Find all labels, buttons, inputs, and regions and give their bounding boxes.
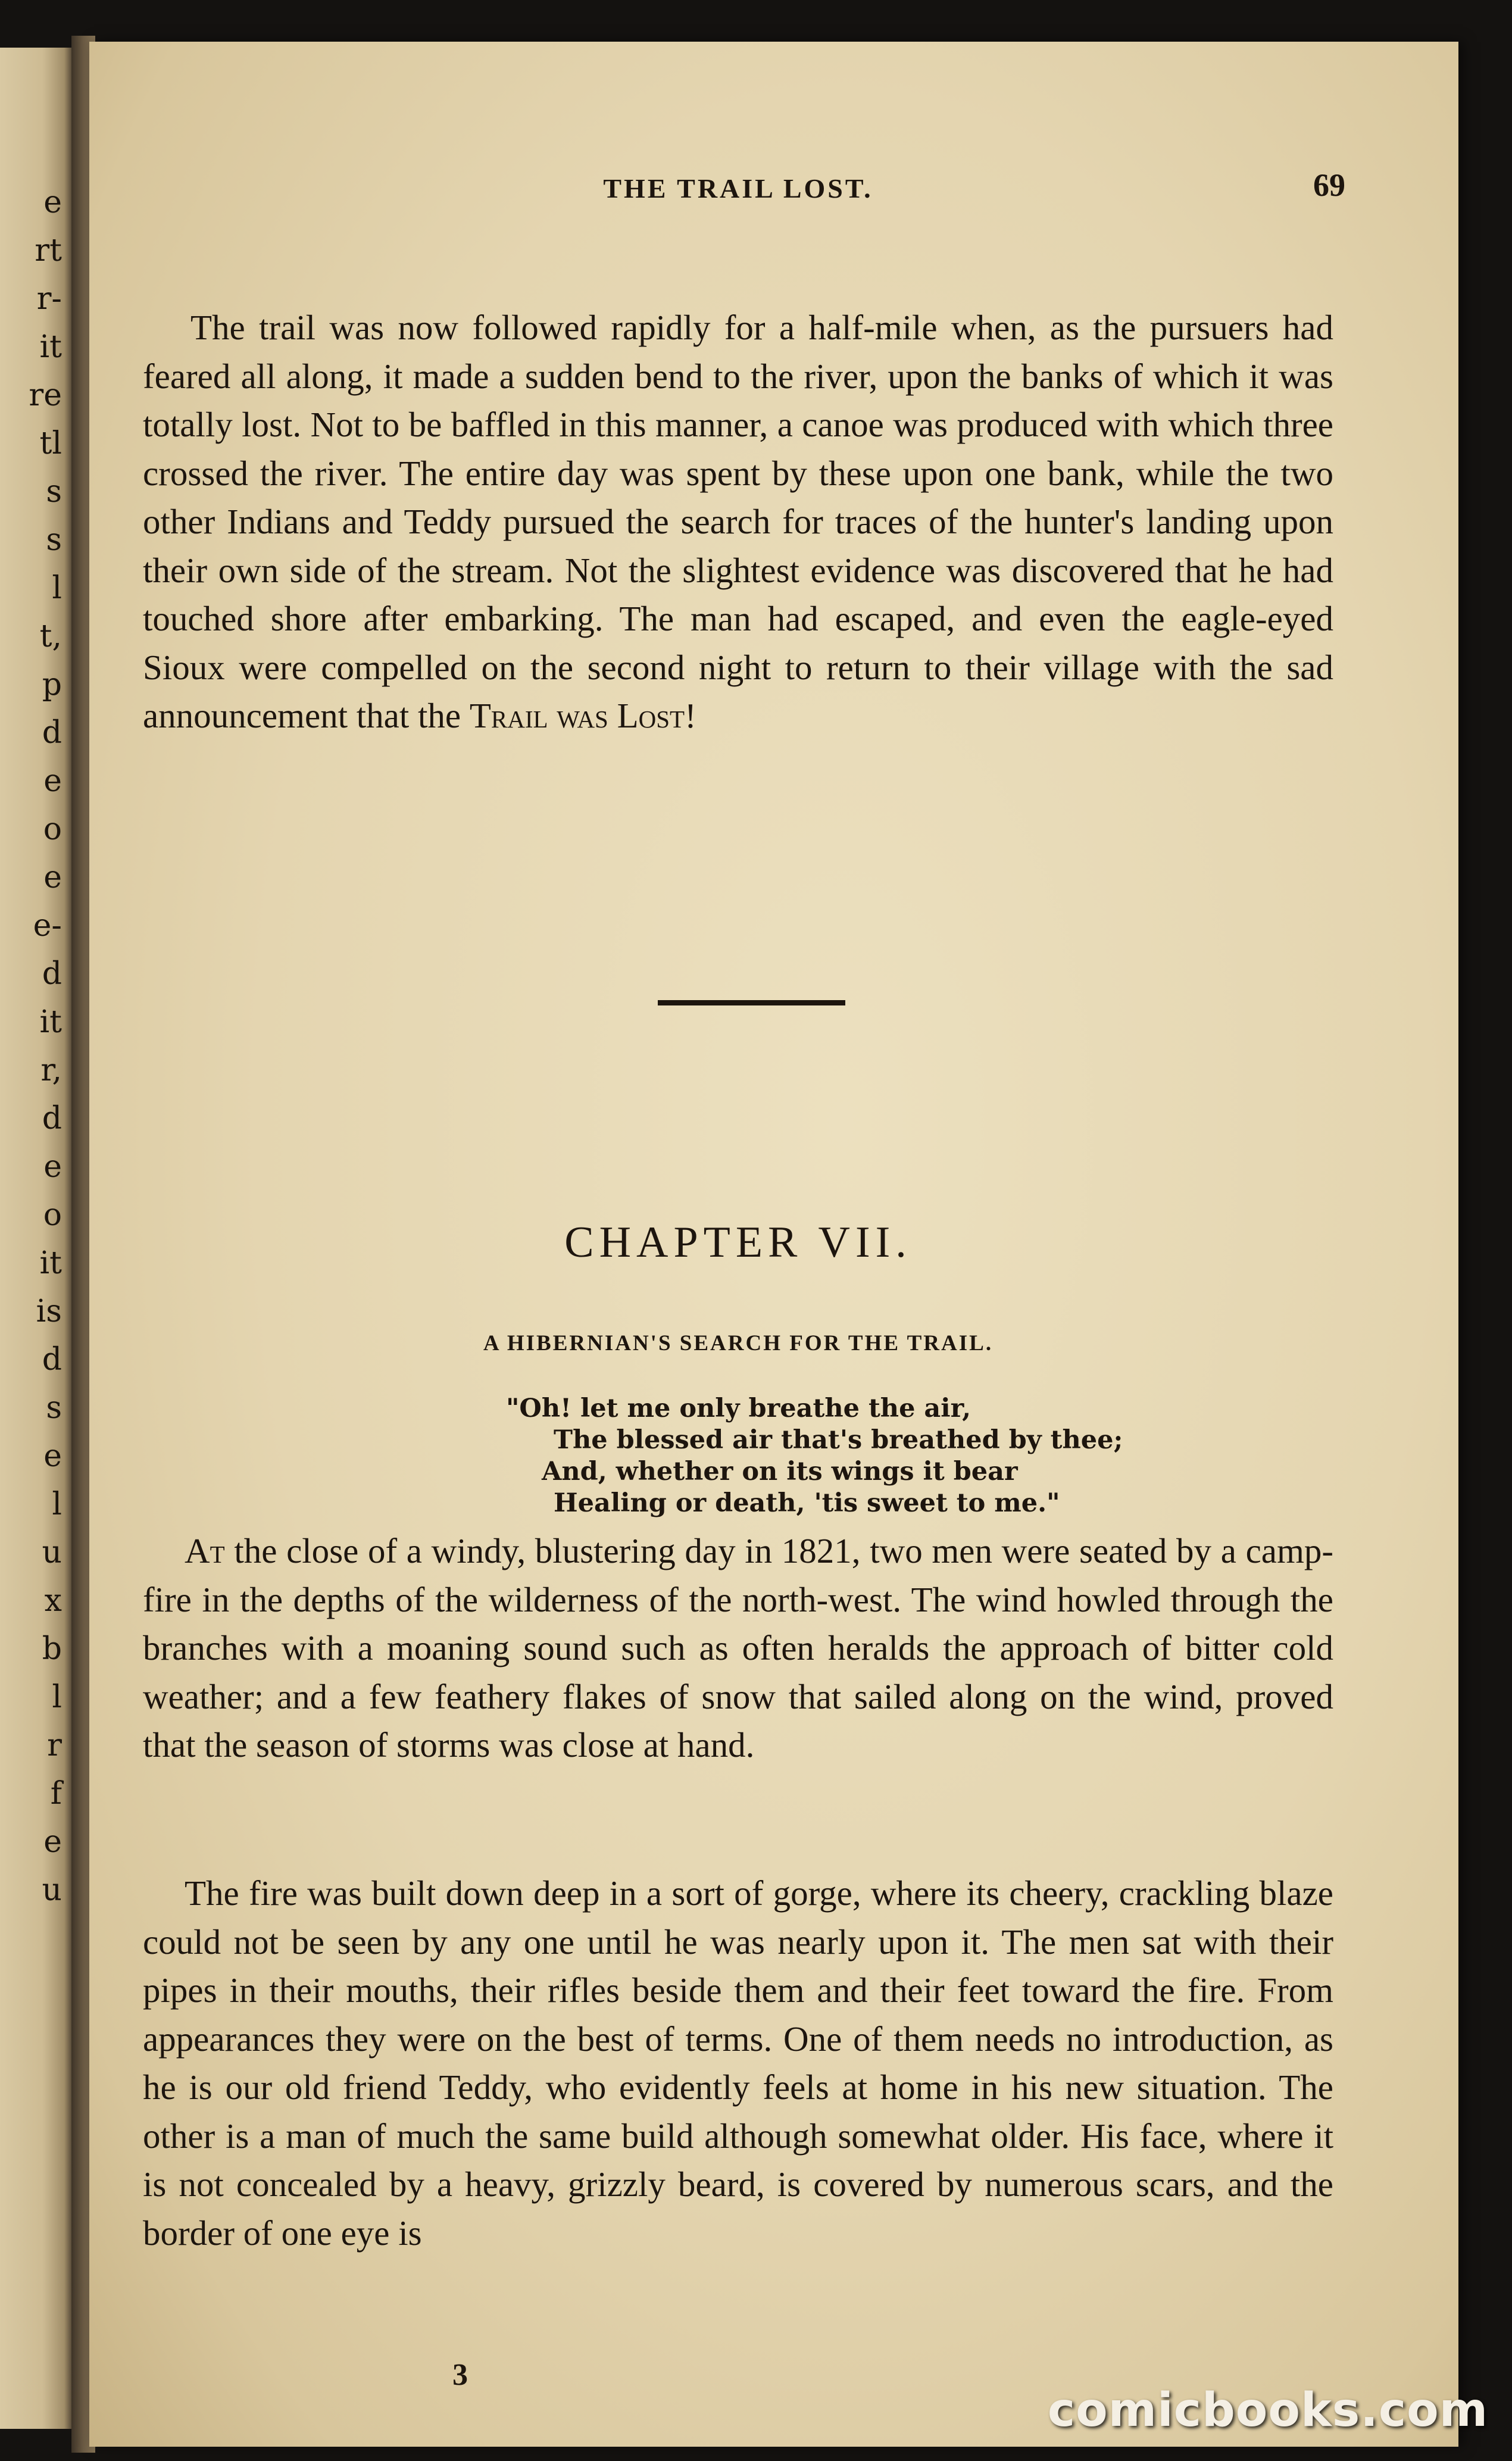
facing-page-fragment: e xyxy=(43,1149,62,1185)
facing-page-fragment: it xyxy=(39,329,62,365)
paragraph-trail-lost xyxy=(143,304,1333,741)
epigraph-line: And, whether on its wings it bear xyxy=(542,1457,1018,1486)
facing-page-fragment: tl xyxy=(39,426,62,461)
facing-page-fragment: t, xyxy=(39,619,62,654)
facing-page-fragment: p xyxy=(42,667,62,702)
facing-page-fragment: l xyxy=(52,570,62,606)
facing-page-fragment: is xyxy=(36,1294,62,1329)
facing-page-fragment: x xyxy=(44,1583,62,1619)
epigraph-line: Healing or death, 'tis sweet to me." xyxy=(554,1488,1060,1518)
facing-page-fragment: l xyxy=(52,1679,62,1715)
facing-page-fragment: r, xyxy=(40,1053,62,1088)
facing-page-fragment: d xyxy=(42,956,62,992)
facing-page-fragment: re xyxy=(29,377,62,413)
running-title: THE TRAIL LOST. xyxy=(603,173,873,204)
opening-word: At xyxy=(185,1531,225,1570)
facing-page-fragment: e xyxy=(43,763,62,799)
facing-page-fragment: o xyxy=(43,1197,62,1233)
running-head xyxy=(143,167,1345,214)
facing-page-fragment: d xyxy=(42,715,62,751)
facing-page-fragment: it xyxy=(39,1245,62,1281)
facing-page-fragment: e- xyxy=(33,908,62,944)
chapter-subtitle: A HIBERNIAN'S SEARCH FOR THE TRAIL. xyxy=(483,1331,994,1356)
facing-page-fragment: s xyxy=(46,1390,62,1426)
facing-page-fragment: e xyxy=(43,1438,62,1474)
facing-page-fragment: d xyxy=(42,1101,62,1136)
facing-page-fragment: s xyxy=(46,522,62,558)
section-divider-rule xyxy=(658,1000,845,1005)
facing-page-fragment: o xyxy=(43,811,62,847)
facing-page-fragment: u xyxy=(42,1872,62,1908)
facing-page-fragment: e xyxy=(43,1824,62,1860)
facing-page-fragment: rt xyxy=(35,233,62,268)
facing-page-fragment: it xyxy=(39,1004,62,1040)
epigraph-line: "Oh! let me only breathe the air, xyxy=(506,1394,971,1423)
signature-mark: 3 xyxy=(452,2358,468,2392)
paragraph-text: the close of a windy, blustering day in 1821, two men were seated by a camp-fire in the depths of the wilderness of the north-west. The wind howled through the branches with a moaning sound such as often heralds the approach of bitter cold weather; and a few feathery flakes of snow that sailed along on the wind, proved that the season of storms was close at hand. xyxy=(143,1531,1333,1764)
facing-page-fragment: r- xyxy=(36,281,62,317)
facing-page-fragment: l xyxy=(52,1486,62,1522)
site-watermark: comicbooks.com xyxy=(1047,2384,1488,2437)
paragraph-end-mark: ! xyxy=(685,696,696,735)
paragraph-text: The trail was now followed rapidly for a half-mile when, as the pursuers had feared all along, it made a sudden bend to the river, upon the banks of which it was totally lost. Not to be baffled in this manner, a canoe was produced with which three crossed the river. The entire day was spent by these upon one bank, while the two other Indians and Teddy pursued the search for traces of the hunter's landing upon their own side of the stream. Not the slightest evidence was discovered that he had touched shore after embarking. The man had escaped, and even the eagle-eyed Sioux were compelled on the second night to return to their village with the sad announcement that the xyxy=(143,308,1333,735)
facing-page-fragment: b xyxy=(42,1631,62,1667)
facing-page-fragment: e xyxy=(43,860,62,895)
facing-page-text-fragments xyxy=(0,179,65,1915)
epigraph-line: The blessed air that's breathed by thee; xyxy=(554,1425,1123,1455)
epigraph xyxy=(488,1393,1143,1519)
paragraph-camp-fire xyxy=(143,1527,1333,1770)
facing-page-fragment: s xyxy=(46,474,62,510)
facing-page-fragment: r xyxy=(47,1728,62,1763)
paragraph-text: The fire was built down deep in a sort of gorge, where its cheery, crackling blaze could not be seen by any one until he was nearly upon it. The men sat with their pipes in their mouths, their rifles beside them and their feet toward the fire. From appearances they were on the best of terms. One of them needs no introduction, as he is our old friend Teddy, who evidently feels at home in his new situation. The other is a man of much the same build although somewhat older. His face, where it is not concealed by a heavy, grizzly beard, is covered by numerous scars, and the border of one eye is xyxy=(143,1873,1333,2253)
facing-page-fragment: d xyxy=(42,1342,62,1378)
facing-page-fragment: u xyxy=(42,1535,62,1570)
chapter-title: CHAPTER VII. xyxy=(564,1218,912,1267)
trail-was-lost-phrase: Trail was Lost xyxy=(469,696,685,735)
book-page xyxy=(89,42,1458,2447)
facing-page-fragment: f xyxy=(50,1776,62,1812)
paragraph-the-fire xyxy=(143,1869,1333,2257)
facing-page-fragment: e xyxy=(43,185,62,220)
page-number: 69 xyxy=(1313,167,1345,203)
